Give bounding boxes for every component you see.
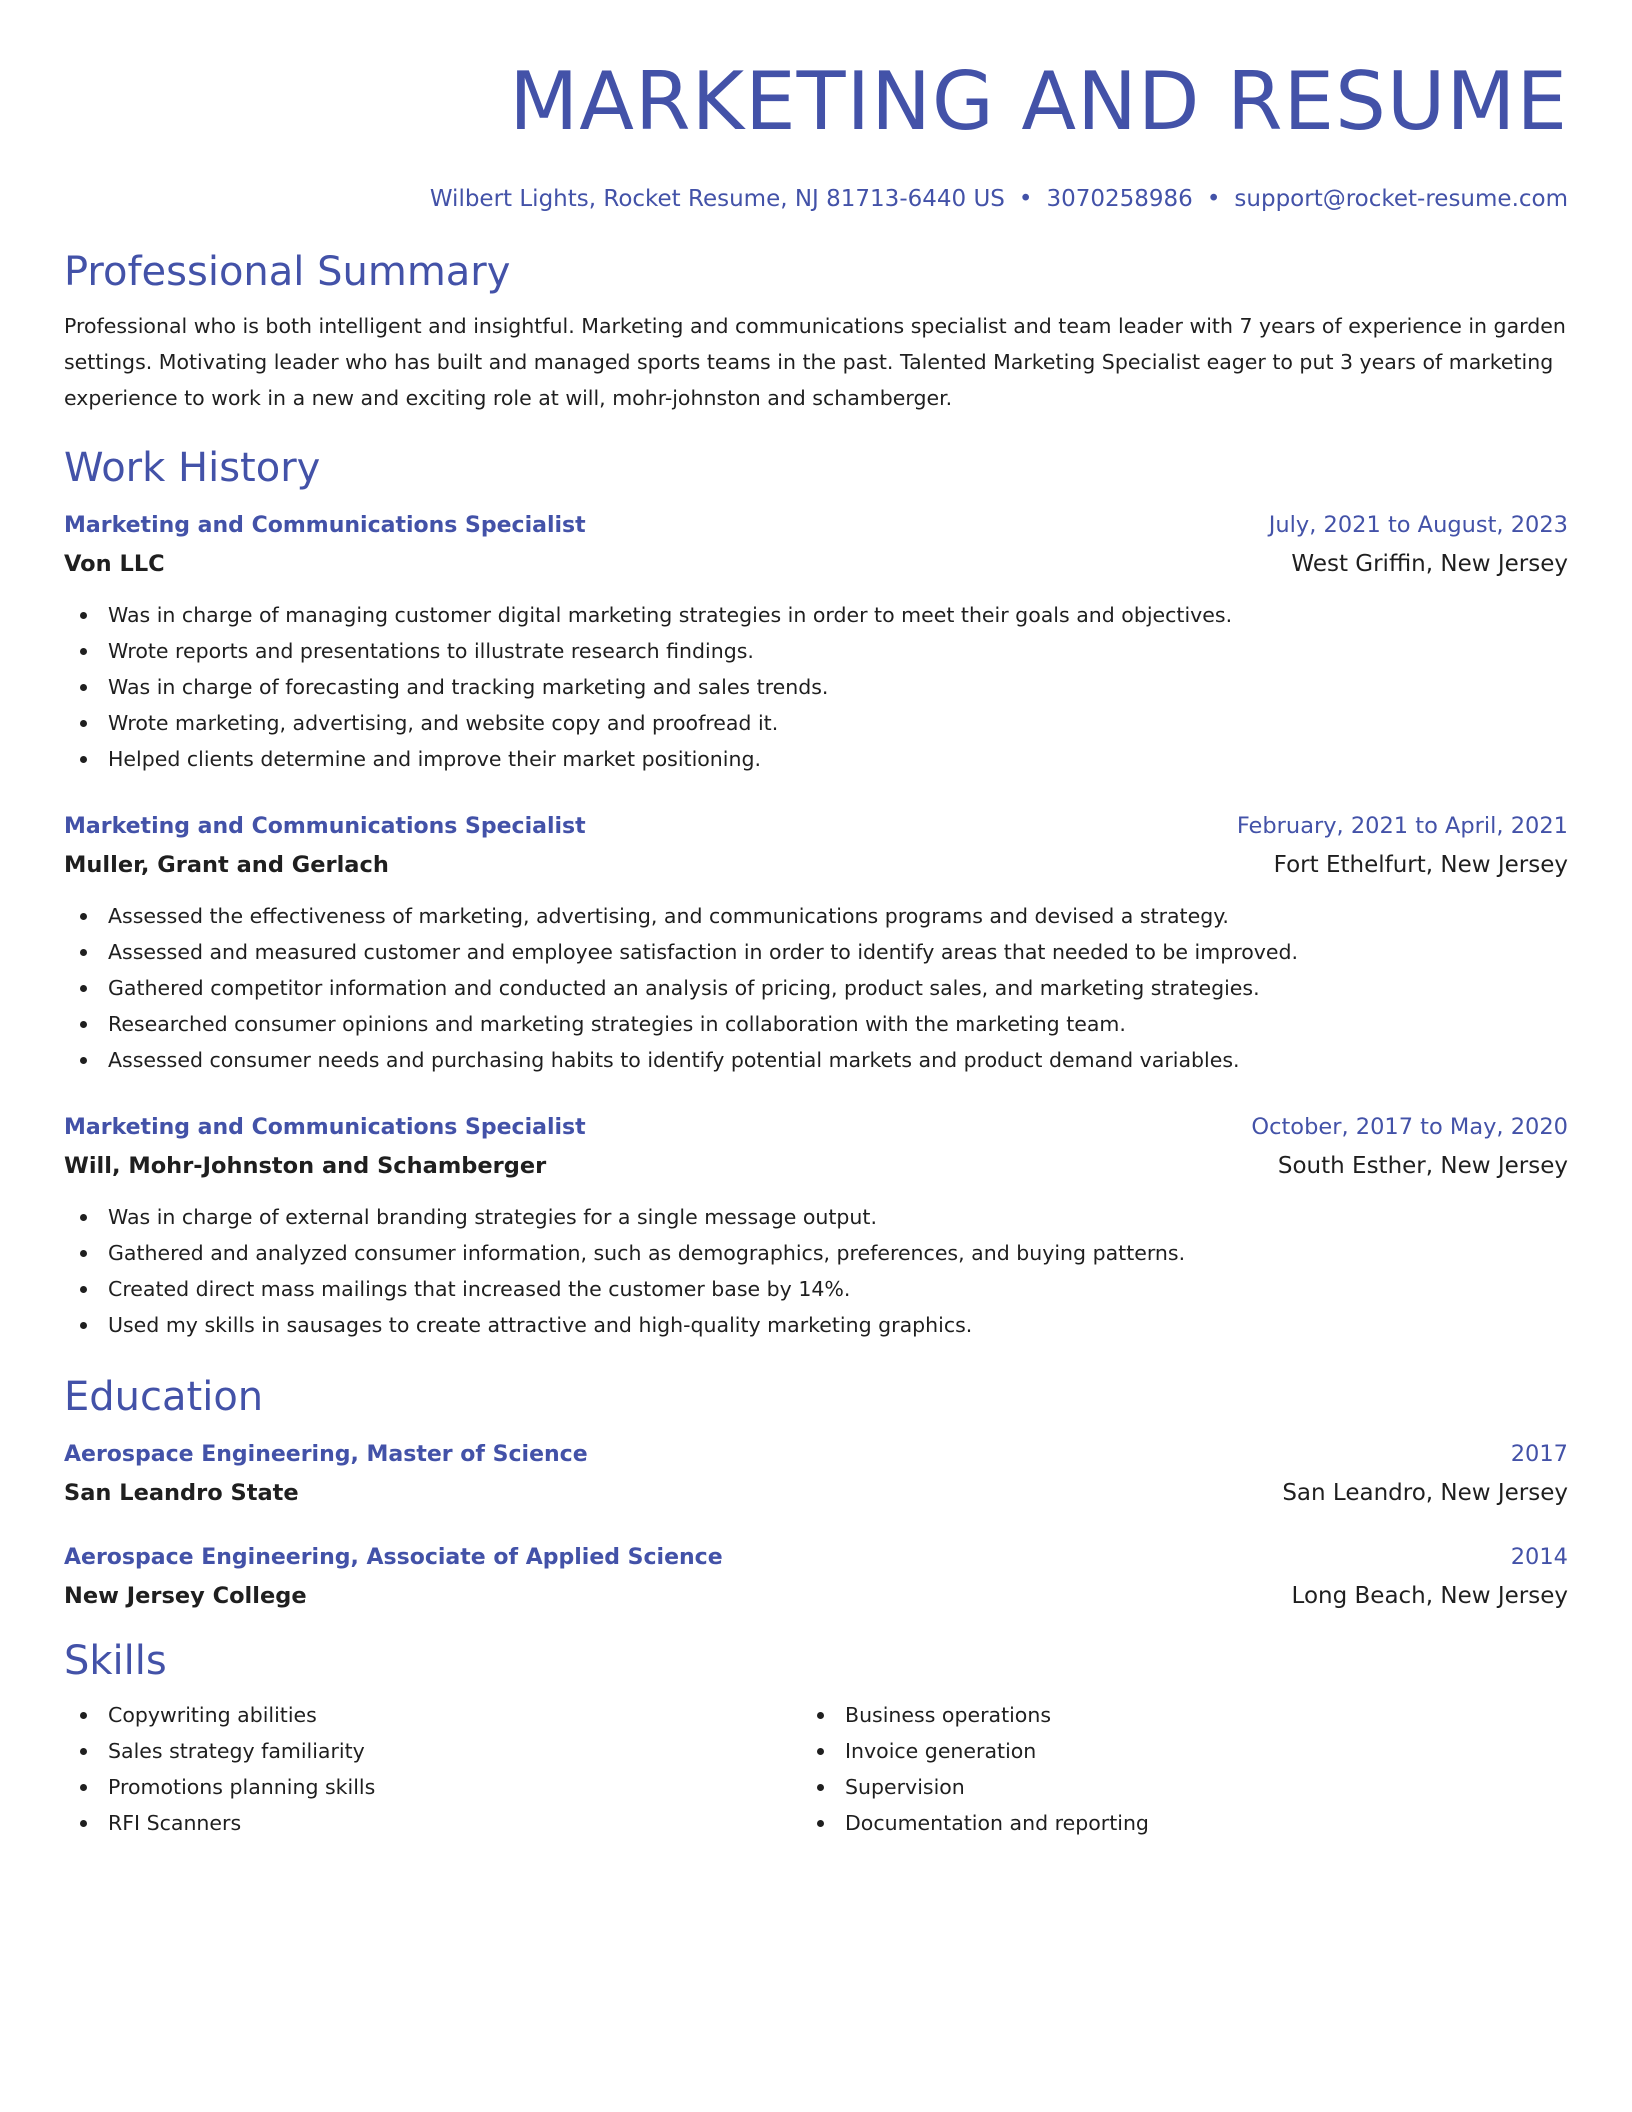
job-dates: February, 2021 to April, 2021: [1236, 813, 1568, 839]
skill-item: RFI Scanners: [64, 1805, 801, 1841]
job-bullet: Gathered competitor information and conducted an analysis of pricing, product sales, and marketing strategies.: [64, 970, 1568, 1006]
job-company: Von LLC: [64, 551, 165, 577]
education-school-row: [64, 1474, 1568, 1512]
skills-list: [64, 1697, 801, 1841]
education-entry: [64, 1435, 1568, 1512]
education-header-row: [64, 1538, 1568, 1577]
section-title-education: Education: [64, 1374, 264, 1420]
job-bullet: Was in charge of forecasting and tracking marketing and sales trends.: [64, 669, 1568, 705]
contact-line: [64, 184, 1568, 214]
education-school: San Leandro State: [64, 1480, 299, 1506]
education-location: San Leandro, New Jersey: [1282, 1480, 1568, 1506]
job-bullet: Was in charge of external branding strategies for a single message output.: [64, 1199, 1568, 1235]
education-year: 2014: [1510, 1544, 1568, 1570]
skill-item: Invoice generation: [801, 1733, 1538, 1769]
skill-item: Sales strategy familiarity: [64, 1733, 801, 1769]
job-company-row: [64, 545, 1568, 583]
summary-text: Professional who is both intelligent and insightful. Marketing and communications specialist and team leader with 7 years of experience in garden settings. Motivating leader who has built and managed sports teams in the past. Talented Marketing Specialist eager to put 3 years of marketing experience to work in a new and exciting role at will, mohr-johnston and schamberger.: [64, 314, 1566, 410]
job-bullet: Wrote reports and presentations to illustrate research findings.: [64, 633, 1568, 669]
job-title: Marketing and Communications Specialist: [64, 513, 586, 538]
education-header-row: [64, 1435, 1568, 1474]
job-company-row: [64, 846, 1568, 884]
section-title-summary: Professional Summary: [64, 249, 511, 295]
skills-column-left: [64, 1697, 801, 1841]
education-school-row: [64, 1577, 1568, 1615]
job-location: Fort Ethelfurt, New Jersey: [1273, 852, 1568, 878]
job-entry: [64, 506, 1568, 777]
skill-item: Copywriting abilities: [64, 1697, 801, 1733]
job-bullet: Helped clients determine and improve their market positioning.: [64, 741, 1568, 777]
skills-list: [801, 1697, 1538, 1841]
section-title-work-history: Work History: [64, 445, 321, 491]
contact-separator: •: [1018, 186, 1033, 212]
job-bullet: Gathered and analyzed consumer information, such as demographics, preferences, and buying patterns.: [64, 1235, 1568, 1271]
job-bullet: Researched consumer opinions and marketing strategies in collaboration with the marketing team.: [64, 1006, 1568, 1042]
job-header-row: [64, 807, 1568, 846]
job-bullet-list: [64, 898, 1568, 1078]
job-entry: [64, 1108, 1568, 1343]
job-company-row: [64, 1147, 1568, 1185]
contact-email: support@rocket-resume.com: [1234, 186, 1568, 212]
education-school: New Jersey College: [64, 1583, 307, 1609]
job-location: South Esther, New Jersey: [1277, 1153, 1568, 1179]
job-header-row: [64, 1108, 1568, 1147]
contact-phone: 3070258986: [1046, 186, 1193, 212]
job-entry: [64, 807, 1568, 1078]
section-title-skills: Skills: [64, 1638, 167, 1684]
education-entry: [64, 1538, 1568, 1615]
job-dates: October, 2017 to May, 2020: [1251, 1114, 1568, 1140]
work-history-section: [64, 442, 1568, 1343]
skill-item: Promotions planning skills: [64, 1769, 801, 1805]
skills-grid: [64, 1697, 1568, 1841]
job-bullet: Created direct mass mailings that increased the customer base by 14%.: [64, 1271, 1568, 1307]
job-bullet: Was in charge of managing customer digital marketing strategies in order to meet their goals and objectives.: [64, 597, 1568, 633]
skill-item: Supervision: [801, 1769, 1538, 1805]
job-title: Marketing and Communications Specialist: [64, 814, 586, 839]
contact-separator: •: [1206, 186, 1221, 212]
skill-item: Business operations: [801, 1697, 1538, 1733]
skills-section: [64, 1635, 1568, 1841]
skills-column-right: [801, 1697, 1538, 1841]
skill-item: Documentation and reporting: [801, 1805, 1538, 1841]
job-header-row: [64, 506, 1568, 545]
education-section: [64, 1371, 1568, 1615]
job-bullet: Assessed and measured customer and employee satisfaction in order to identify areas that needed to be improved.: [64, 934, 1568, 970]
job-location: West Griffin, New Jersey: [1291, 551, 1568, 577]
job-bullet: Wrote marketing, advertising, and website copy and proofread it.: [64, 705, 1568, 741]
job-bullet: Assessed the effectiveness of marketing, advertising, and communications programs and devised a strategy.: [64, 898, 1568, 934]
education-location: Long Beach, New Jersey: [1291, 1583, 1568, 1609]
education-degree: Aerospace Engineering, Associate of Applied Science: [64, 1545, 723, 1570]
contact-address: Wilbert Lights, Rocket Resume, NJ 81713-6440 US: [429, 186, 1005, 212]
job-title: Marketing and Communications Specialist: [64, 1115, 586, 1140]
resume-name: MARKETING AND RESUME: [509, 55, 1568, 148]
job-bullet-list: [64, 597, 1568, 777]
job-company: Muller, Grant and Gerlach: [64, 852, 389, 878]
education-degree: Aerospace Engineering, Master of Science: [64, 1442, 588, 1467]
education-year: 2017: [1510, 1441, 1568, 1467]
job-bullet: Used my skills in sausages to create attractive and high-quality marketing graphics.: [64, 1307, 1568, 1343]
job-dates: July, 2021 to August, 2023: [1268, 512, 1568, 538]
resume-header: [64, 52, 1568, 214]
job-bullet: Assessed consumer needs and purchasing habits to identify potential markets and product demand variables.: [64, 1042, 1568, 1078]
summary-section: [64, 246, 1568, 416]
job-company: Will, Mohr-Johnston and Schamberger: [64, 1153, 547, 1179]
job-bullet-list: [64, 1199, 1568, 1343]
